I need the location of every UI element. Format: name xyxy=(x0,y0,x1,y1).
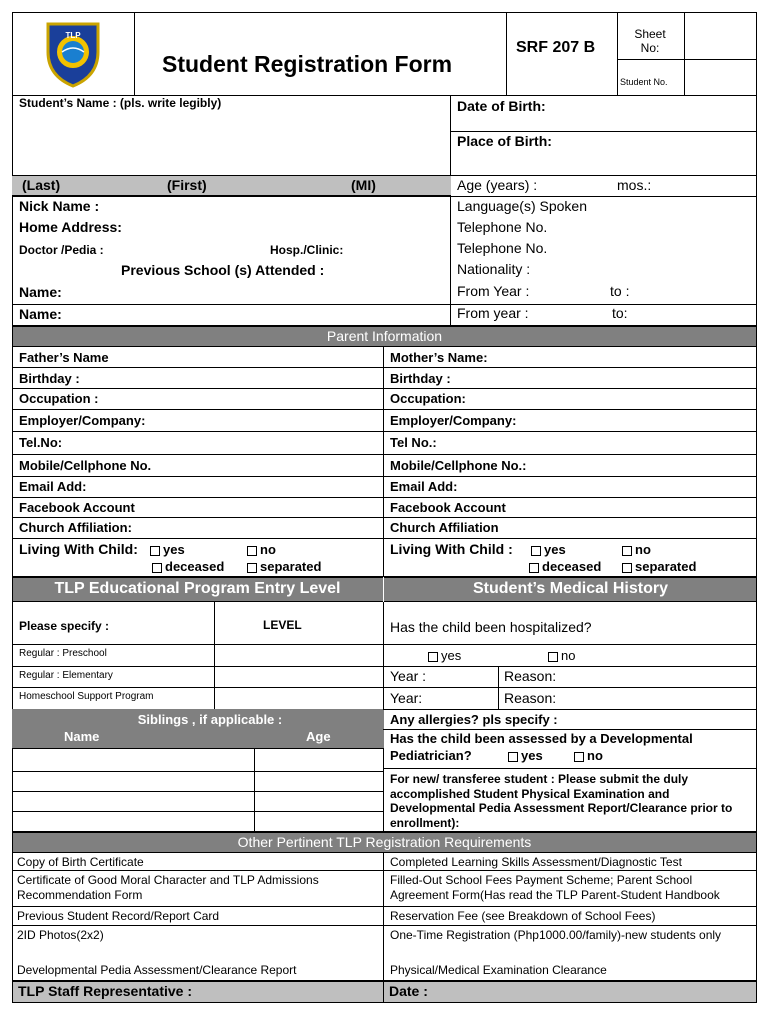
staff-representative-label: TLP Staff Representative : xyxy=(18,983,193,999)
father-facebook-label: Facebook Account xyxy=(19,500,135,515)
telephone-label-1: Telephone No. xyxy=(457,219,548,235)
father-church-label: Church Affiliation: xyxy=(19,520,132,535)
parent-section-title: Parent Information xyxy=(326,328,443,344)
mother-occupation-label: Occupation: xyxy=(390,391,466,406)
mother-birthday-label: Birthday : xyxy=(390,371,451,386)
checkbox-icon xyxy=(508,752,518,762)
mi-label: (MI) xyxy=(351,177,376,193)
mother-church-label: Church Affiliation xyxy=(390,520,499,535)
req-left-5: Developmental Pedia Assessment/Clearance Report xyxy=(17,963,297,977)
father-occupation-label: Occupation : xyxy=(19,391,99,406)
last-name-label: (Last) xyxy=(22,177,61,193)
req-left-3: Previous Student Record/Report Card xyxy=(17,909,220,923)
hospital-label: Hosp./Clinic: xyxy=(270,243,344,257)
telephone-label-2: Telephone No. xyxy=(457,240,548,256)
mother-employer-label: Employer/Company: xyxy=(390,413,517,428)
sibling-row-3[interactable] xyxy=(14,793,252,810)
nickname-label: Nick Name : xyxy=(19,198,100,214)
previous-school-name-2: Name: xyxy=(19,306,62,322)
sheet-no-label: Sheet No: xyxy=(634,27,666,55)
program-row-elementary: Regular : Elementary xyxy=(19,670,113,681)
mother-separated-option[interactable]: separated xyxy=(622,559,696,574)
hosp-reason-label-1: Reason: xyxy=(504,668,557,684)
req-right-2: Filled-Out School Fees Payment Scheme; Parent School Agreement Form(Has read the TLP Parent-Student Handbook xyxy=(390,873,720,902)
staff-representative-field[interactable] xyxy=(200,982,380,1002)
checkbox-icon xyxy=(529,563,539,573)
hosp-year-label-1: Year : xyxy=(390,668,427,684)
hospitalized-question: Has the child been hospitalized? xyxy=(390,619,592,635)
hospitalized-no-option[interactable]: no xyxy=(548,648,575,663)
level-header: LEVEL xyxy=(263,618,302,632)
date-field[interactable] xyxy=(440,982,755,1002)
please-specify-label: Please specify : xyxy=(19,619,110,633)
req-right-5: Physical/Medical Examination Clearance xyxy=(390,963,607,977)
doctor-label: Doctor /Pedia : xyxy=(19,243,104,257)
form-code: SRF 207 B xyxy=(516,39,596,56)
name-order-bar xyxy=(12,175,451,196)
father-mobile-label: Mobile/Cellphone No. xyxy=(19,458,152,473)
checkbox-icon xyxy=(574,752,584,762)
months-label: mos.: xyxy=(617,177,652,193)
from-year-1: From Year : xyxy=(457,283,530,299)
sheet-no-field[interactable] xyxy=(686,14,755,58)
hospitalized-yes-option[interactable]: yes xyxy=(428,648,461,663)
assessed-no-option[interactable]: no xyxy=(574,748,603,763)
level-field-preschool[interactable] xyxy=(216,646,382,665)
mother-mobile-label: Mobile/Cellphone No.: xyxy=(390,458,527,473)
father-yes-option[interactable]: yes xyxy=(150,542,185,557)
req-left-1: Copy of Birth Certificate xyxy=(17,855,144,869)
father-living-label: Living With Child: xyxy=(19,541,138,557)
program-row-preschool: Regular : Preschool xyxy=(19,648,107,659)
mother-deceased-option[interactable]: deceased xyxy=(529,559,601,574)
student-no-field[interactable] xyxy=(686,61,755,94)
previous-school-name-1: Name: xyxy=(19,284,62,300)
checkbox-icon xyxy=(548,652,558,662)
mother-no-option[interactable]: no xyxy=(622,542,651,557)
req-left-4: 2ID Photos(2x2) xyxy=(17,928,104,942)
siblings-name-header: Name xyxy=(64,729,100,744)
level-field-elementary[interactable] xyxy=(216,668,382,686)
student-name-field[interactable] xyxy=(14,114,448,172)
language-label: Language(s) Spoken xyxy=(457,198,587,214)
school-logo xyxy=(42,18,104,88)
checkbox-icon xyxy=(247,563,257,573)
father-deceased-option[interactable]: deceased xyxy=(152,559,224,574)
transferee-note: For new/ transferee student : Please submit the duly accomplished Student Physical Examination and Developmental Pedia Assessment Report/Clearance prior to enrollment): xyxy=(390,772,733,830)
req-right-4: One-Time Registration (Php1000.00/family)-new students only xyxy=(390,928,722,942)
to-year-1: to : xyxy=(610,283,630,299)
mother-tel-label: Tel No.: xyxy=(390,435,437,450)
father-email-label: Email Add: xyxy=(19,479,87,494)
checkbox-icon xyxy=(152,563,162,573)
level-field-homeschool[interactable] xyxy=(216,689,382,708)
father-tel-label: Tel.No: xyxy=(19,435,63,450)
siblings-age-header: Age xyxy=(306,729,331,744)
checkbox-icon xyxy=(150,546,160,556)
date-label: Date : xyxy=(389,983,428,999)
dob-label: Date of Birth: xyxy=(457,98,546,114)
mother-living-label: Living With Child : xyxy=(390,541,513,557)
previous-school-label: Previous School (s) Attended : xyxy=(121,262,325,278)
assessed-yes-option[interactable]: yes xyxy=(508,748,543,763)
father-separated-option[interactable]: separated xyxy=(247,559,321,574)
mother-name-label: Mother’s Name: xyxy=(390,350,488,365)
requirements-title: Other Pertinent TLP Registration Requirements xyxy=(237,834,532,850)
allergies-label: Any allergies? pls specify : xyxy=(390,712,558,727)
mother-yes-option[interactable]: yes xyxy=(531,542,566,557)
logo-text: TLP xyxy=(65,31,81,40)
req-right-1: Completed Learning Skills Assessment/Diagnostic Test xyxy=(390,855,682,869)
form-title: Student Registration Form xyxy=(162,51,453,77)
father-employer-label: Employer/Company: xyxy=(19,413,146,428)
program-row-homeschool: Homeschool Support Program xyxy=(19,691,154,702)
father-name-label: Father’s Name xyxy=(19,350,109,365)
nationality-label: Nationality : xyxy=(457,261,531,277)
to-year-2: to: xyxy=(612,305,628,321)
age-label: Age (years) : xyxy=(457,177,538,193)
father-birthday-label: Birthday : xyxy=(19,371,80,386)
siblings-title: Siblings , if applicable : xyxy=(137,712,283,727)
medical-title: Student’s Medical History xyxy=(473,580,668,597)
home-address-label: Home Address: xyxy=(19,219,122,235)
assessed-question-line2: Pediatrician? xyxy=(390,748,472,763)
pob-label: Place of Birth: xyxy=(457,133,552,149)
req-left-2: Certificate of Good Moral Character and TLP Admissions Recommendation Form xyxy=(17,873,319,902)
mother-email-label: Email Add: xyxy=(390,479,458,494)
father-no-option[interactable]: no xyxy=(247,542,276,557)
first-name-label: (First) xyxy=(167,177,207,193)
checkbox-icon xyxy=(622,563,632,573)
req-right-3: Reservation Fee (see Breakdown of School Fees) xyxy=(390,909,656,923)
checkbox-icon xyxy=(531,546,541,556)
hosp-reason-label-2: Reason: xyxy=(504,690,557,706)
sibling-row-1[interactable] xyxy=(14,751,252,770)
checkbox-icon xyxy=(622,546,632,556)
sibling-row-2[interactable] xyxy=(14,773,252,790)
student-name-label: Student’s Name : (pls. write legibly) xyxy=(19,96,222,110)
sibling-row-4[interactable] xyxy=(14,813,252,831)
hosp-year-label-2: Year: xyxy=(390,690,423,706)
checkbox-icon xyxy=(428,652,438,662)
student-no-label: Student No. xyxy=(620,77,668,87)
checkbox-icon xyxy=(247,546,257,556)
assessed-question-line1: Has the child been assessed by a Developmental xyxy=(390,731,693,746)
program-title: TLP Educational Program Entry Level xyxy=(54,580,341,597)
mother-facebook-label: Facebook Account xyxy=(390,500,506,515)
from-year-2: From year : xyxy=(457,305,529,321)
